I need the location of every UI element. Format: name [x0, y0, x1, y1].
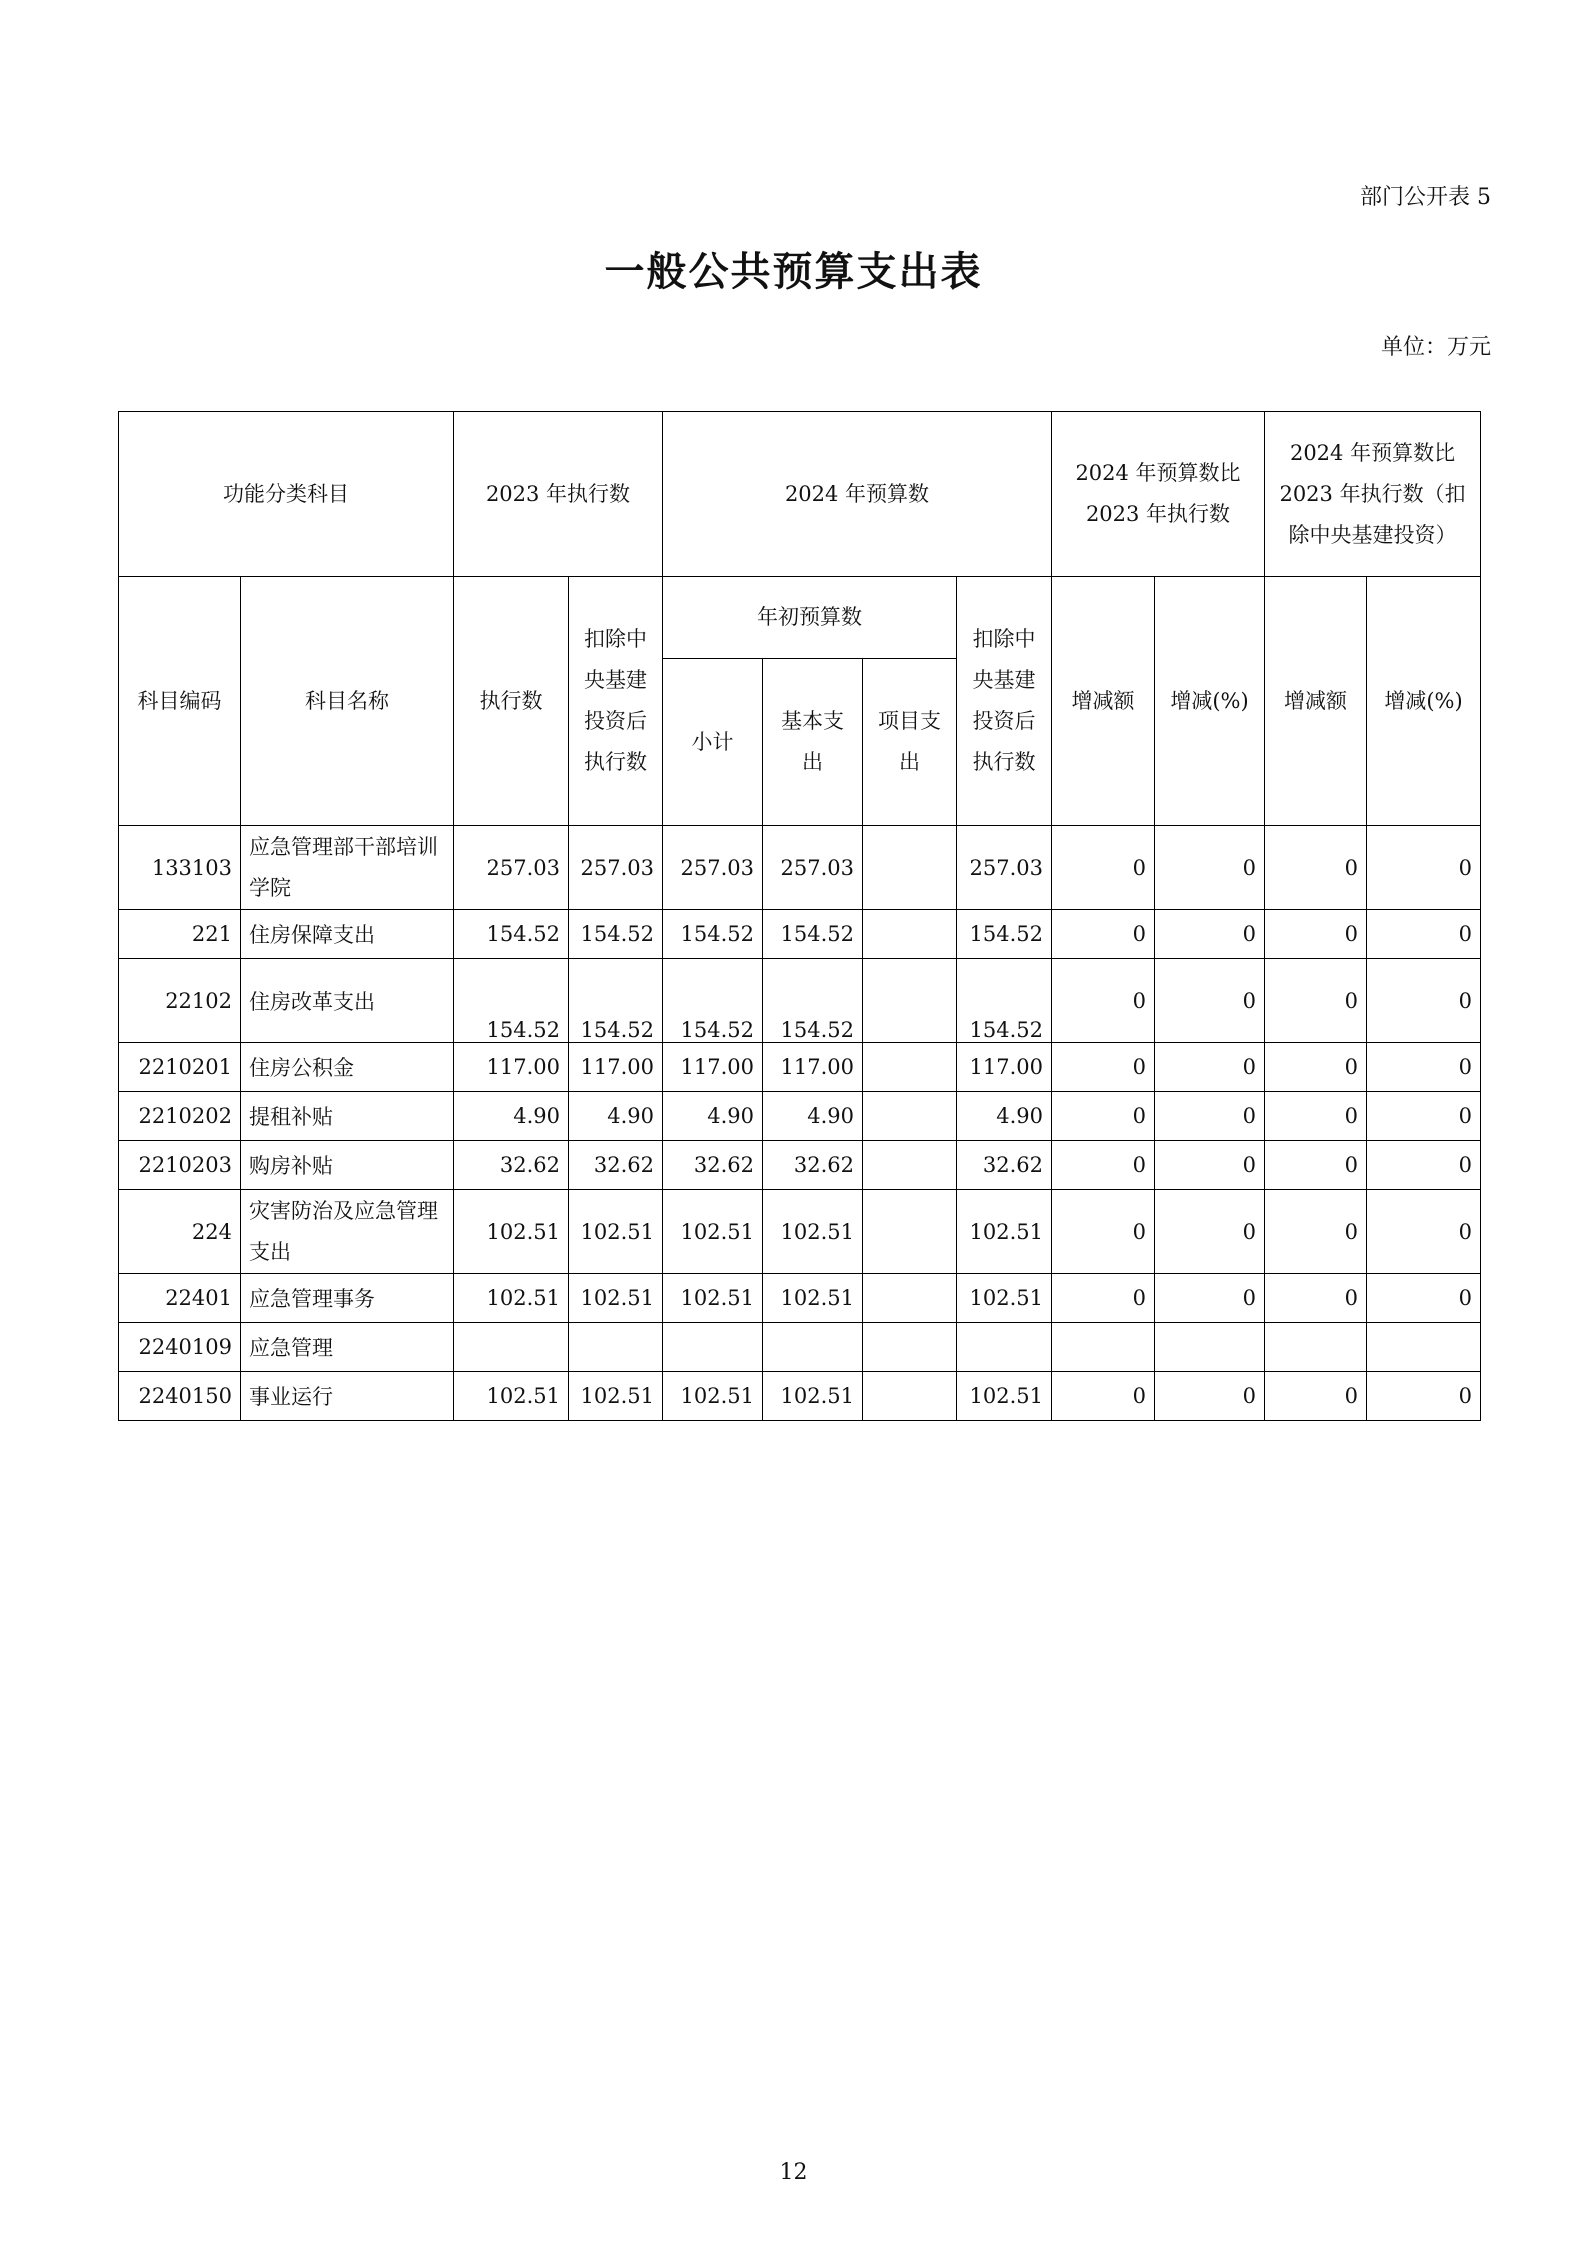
cell-subtotal: 117.00: [663, 1043, 763, 1092]
cell-budget-ex: [957, 1323, 1052, 1372]
header-subtotal: 小计: [663, 659, 763, 826]
cell-basic: 154.52: [763, 959, 863, 1043]
header-inc-percent-ex: 增减(%): [1367, 577, 1481, 826]
header-exec-ex: 扣除中央基建投资后执行数: [569, 577, 663, 826]
cell-inc-percent: 0: [1155, 910, 1265, 959]
cell-basic: 102.51: [763, 1274, 863, 1323]
cell-inc-percent-ex: 0: [1367, 1043, 1481, 1092]
cell-inc-amount: 0: [1052, 1274, 1155, 1323]
cell-inc-percent-ex: 0: [1367, 1092, 1481, 1141]
cell-budget-ex: 154.52: [957, 959, 1052, 1043]
cell-inc-amount: 0: [1052, 1141, 1155, 1190]
cell-project: [863, 1141, 957, 1190]
header-compare: 2024 年预算数比 2023 年执行数: [1052, 412, 1265, 577]
cell-inc-amount-ex: 0: [1265, 1372, 1367, 1421]
cell-inc-percent: 0: [1155, 1190, 1265, 1274]
cell-exec-ex: 4.90: [569, 1092, 663, 1141]
header-exec: 执行数: [454, 577, 569, 826]
cell-exec: [454, 1323, 569, 1372]
cell-inc-amount-ex: 0: [1265, 826, 1367, 910]
cell-exec: 117.00: [454, 1043, 569, 1092]
page-title: 一般公共预算支出表: [604, 249, 983, 295]
cell-exec-ex: [569, 1323, 663, 1372]
cell-subtotal: 102.51: [663, 1372, 763, 1421]
cell-basic: 32.62: [763, 1141, 863, 1190]
cell-exec: 102.51: [454, 1372, 569, 1421]
cell-name: 住房改革支出: [241, 959, 454, 1043]
cell-basic: 102.51: [763, 1190, 863, 1274]
header-exec-2023: 2023 年执行数: [454, 412, 663, 577]
cell-basic: 4.90: [763, 1092, 863, 1141]
cell-inc-percent-ex: [1367, 1323, 1481, 1372]
cell-inc-percent: 0: [1155, 1092, 1265, 1141]
cell-basic: [763, 1323, 863, 1372]
cell-name: 住房保障支出: [241, 910, 454, 959]
cell-inc-amount: 0: [1052, 1190, 1155, 1274]
cell-budget-ex: 102.51: [957, 1372, 1052, 1421]
cell-project: [863, 1092, 957, 1141]
cell-name: 应急管理部干部培训学院: [241, 826, 454, 910]
header-budget-ex: 扣除中央基建投资后执行数: [957, 577, 1052, 826]
document-label: 部门公开表 5: [1360, 185, 1491, 210]
cell-code: 22401: [119, 1274, 241, 1323]
cell-basic: 117.00: [763, 1043, 863, 1092]
cell-project: [863, 1043, 957, 1092]
cell-inc-percent: 0: [1155, 1274, 1265, 1323]
cell-inc-percent: 0: [1155, 1372, 1265, 1421]
cell-code: 2240109: [119, 1323, 241, 1372]
cell-budget-ex: 257.03: [957, 826, 1052, 910]
cell-inc-percent-ex: 0: [1367, 1274, 1481, 1323]
cell-name: 灾害防治及应急管理支出: [241, 1190, 454, 1274]
cell-exec: 154.52: [454, 959, 569, 1043]
table-row: [119, 1043, 1481, 1092]
cell-inc-percent-ex: 0: [1367, 1190, 1481, 1274]
cell-name: 应急管理事务: [241, 1274, 454, 1323]
cell-inc-percent-ex: 0: [1367, 1141, 1481, 1190]
cell-budget-ex: 154.52: [957, 910, 1052, 959]
cell-project: [863, 1274, 957, 1323]
page-number: 12: [779, 2160, 808, 2185]
table-row: [119, 1372, 1481, 1421]
cell-subtotal: 4.90: [663, 1092, 763, 1141]
cell-exec-ex: 102.51: [569, 1274, 663, 1323]
cell-inc-percent-ex: 0: [1367, 959, 1481, 1043]
cell-inc-percent: [1155, 1323, 1265, 1372]
cell-exec-ex: 32.62: [569, 1141, 663, 1190]
cell-subtotal: 154.52: [663, 959, 763, 1043]
header-inc-amount-ex: 增减额: [1265, 577, 1367, 826]
budget-table: [118, 411, 1481, 1421]
cell-exec-ex: 257.03: [569, 826, 663, 910]
header-inc-amount: 增减额: [1052, 577, 1155, 826]
cell-budget-ex: 32.62: [957, 1141, 1052, 1190]
cell-budget-ex: 4.90: [957, 1092, 1052, 1141]
cell-inc-percent-ex: 0: [1367, 826, 1481, 910]
cell-project: [863, 910, 957, 959]
cell-inc-amount: [1052, 1323, 1155, 1372]
cell-exec-ex: 154.52: [569, 959, 663, 1043]
cell-inc-percent: 0: [1155, 1043, 1265, 1092]
cell-budget-ex: 102.51: [957, 1190, 1052, 1274]
cell-name: 购房补贴: [241, 1141, 454, 1190]
cell-exec: 32.62: [454, 1141, 569, 1190]
cell-code: 2210201: [119, 1043, 241, 1092]
table-row: [119, 1141, 1481, 1190]
table-row: [119, 1274, 1481, 1323]
cell-exec: 102.51: [454, 1274, 569, 1323]
header-code: 科目编码: [119, 577, 241, 826]
cell-basic: 154.52: [763, 910, 863, 959]
cell-exec-ex: 102.51: [569, 1190, 663, 1274]
cell-code: 224: [119, 1190, 241, 1274]
cell-code: 2240150: [119, 1372, 241, 1421]
unit-label: 单位：万元: [1380, 335, 1491, 360]
cell-name: 住房公积金: [241, 1043, 454, 1092]
cell-name: 提租补贴: [241, 1092, 454, 1141]
cell-inc-amount-ex: 0: [1265, 959, 1367, 1043]
cell-subtotal: 257.03: [663, 826, 763, 910]
cell-name: 事业运行: [241, 1372, 454, 1421]
cell-inc-amount: 0: [1052, 910, 1155, 959]
cell-inc-amount: 0: [1052, 959, 1155, 1043]
cell-project: [863, 1190, 957, 1274]
cell-name: 应急管理: [241, 1323, 454, 1372]
cell-subtotal: 154.52: [663, 910, 763, 959]
cell-exec: 257.03: [454, 826, 569, 910]
cell-exec: 102.51: [454, 1190, 569, 1274]
cell-exec-ex: 102.51: [569, 1372, 663, 1421]
cell-budget-ex: 102.51: [957, 1274, 1052, 1323]
cell-exec: 154.52: [454, 910, 569, 959]
header-basic: 基本支出: [763, 659, 863, 826]
cell-project: [863, 826, 957, 910]
cell-inc-percent-ex: 0: [1367, 910, 1481, 959]
cell-inc-amount-ex: 0: [1265, 1043, 1367, 1092]
table-row: [119, 910, 1481, 959]
cell-inc-amount: 0: [1052, 1092, 1155, 1141]
header-compare-ex: 2024 年预算数比 2023 年执行数（扣除中央基建投资）: [1265, 412, 1481, 577]
table-row: [119, 959, 1481, 1043]
cell-subtotal: [663, 1323, 763, 1372]
cell-budget-ex: 117.00: [957, 1043, 1052, 1092]
cell-basic: 257.03: [763, 826, 863, 910]
cell-subtotal: 32.62: [663, 1141, 763, 1190]
cell-inc-amount-ex: [1265, 1323, 1367, 1372]
cell-exec-ex: 117.00: [569, 1043, 663, 1092]
cell-inc-amount: 0: [1052, 826, 1155, 910]
cell-inc-percent-ex: 0: [1367, 1372, 1481, 1421]
cell-inc-percent: 0: [1155, 1141, 1265, 1190]
cell-code: 22102: [119, 959, 241, 1043]
header-budget-2024: 2024 年预算数: [663, 412, 1052, 577]
cell-inc-amount-ex: 0: [1265, 1092, 1367, 1141]
cell-code: 2210203: [119, 1141, 241, 1190]
cell-basic: 102.51: [763, 1372, 863, 1421]
cell-subtotal: 102.51: [663, 1274, 763, 1323]
cell-code: 2210202: [119, 1092, 241, 1141]
cell-subtotal: 102.51: [663, 1190, 763, 1274]
cell-inc-amount-ex: 0: [1265, 910, 1367, 959]
cell-exec: 4.90: [454, 1092, 569, 1141]
header-inc-percent: 增减(%): [1155, 577, 1265, 826]
table-row: [119, 1092, 1481, 1141]
header-func-class: 功能分类科目: [119, 412, 454, 577]
cell-inc-amount-ex: 0: [1265, 1190, 1367, 1274]
cell-project: [863, 1372, 957, 1421]
cell-inc-amount: 0: [1052, 1372, 1155, 1421]
cell-code: 133103: [119, 826, 241, 910]
cell-inc-percent: 0: [1155, 826, 1265, 910]
cell-project: [863, 1323, 957, 1372]
cell-project: [863, 959, 957, 1043]
cell-inc-amount-ex: 0: [1265, 1274, 1367, 1323]
cell-exec-ex: 154.52: [569, 910, 663, 959]
cell-code: 221: [119, 910, 241, 959]
header-project: 项目支出: [863, 659, 957, 826]
cell-inc-amount-ex: 0: [1265, 1141, 1367, 1190]
cell-inc-amount: 0: [1052, 1043, 1155, 1092]
header-name: 科目名称: [241, 577, 454, 826]
table-row: [119, 1190, 1481, 1274]
table-row: [119, 826, 1481, 910]
table-row: [119, 1323, 1481, 1372]
header-initial-budget: 年初预算数: [663, 577, 957, 659]
cell-inc-percent: 0: [1155, 959, 1265, 1043]
